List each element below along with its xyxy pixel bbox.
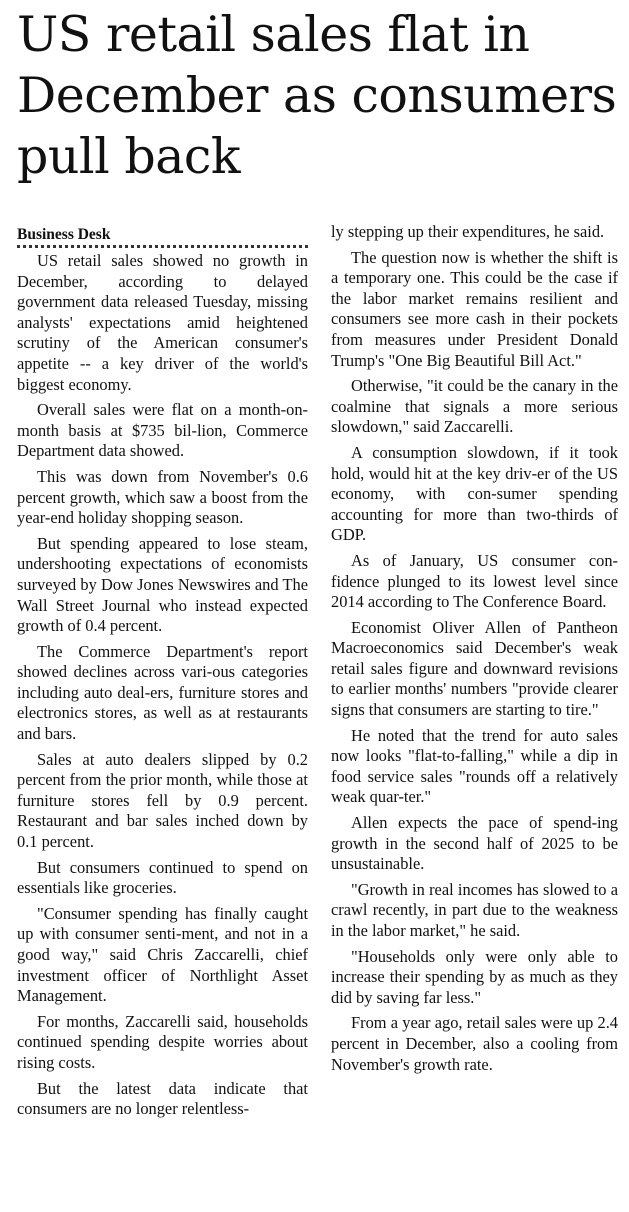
paragraph: This was down from November's 0.6 percent growth, which saw a boost from the year-end holiday shopping season. [17, 466, 308, 528]
paragraph: Allen expects the pace of spend-ing growth in the second half of 2025 to be unsustainable. [331, 813, 618, 874]
paragraph: The Commerce Department's report showed declines across vari-ous categories including auto deal-ers, furniture stores and electronics stores, as well as at restaurants and bars. [17, 641, 308, 744]
byline: Business Desk [17, 226, 111, 243]
article-column-left [17, 226, 308, 1120]
dotted-divider [17, 245, 308, 248]
paragraph: Sales at auto dealers slipped by 0.2 percent from the prior month, while those at furniture stores fell by 0.9 percent. Restaurant and bar sales inched down by 0.1 percent. [17, 749, 308, 852]
paragraph: Overall sales were flat on a month-on-month basis at $735 bil-lion, Commerce Department data showed. [17, 400, 308, 461]
paragraph: For months, Zaccarelli said, households continued spending despite worries about rising costs. [17, 1011, 308, 1072]
paragraph: But consumers continued to spend on essentials like groceries. [17, 857, 308, 898]
headline: US retail sales flat in December as consumers pull back [17, 6, 617, 185]
paragraph: US retail sales showed no growth in December, according to delayed government data released Tuesday, missing analysts' expectations amid heightened scrutiny of the American consumer's appetite -- a key driver of the world's biggest economy. [17, 251, 308, 394]
paragraph: Economist Oliver Allen of Pantheon Macroeconomics said December's weak retail sales figure and downward revisions to earlier months' numbers "provide clearer signs that consumers are starting to tire." [331, 617, 618, 720]
paragraph: "Consumer spending has finally caught up with consumer senti-ment, and not in a good way," said Chris Zaccarelli, chief investment officer of Northlight Asset Management. [17, 903, 308, 1006]
paragraph-continuation: ly stepping up their expenditures, he said. [331, 222, 605, 241]
paragraph: But spending appeared to lose steam, undershooting expectations of economists surveyed by Dow Jones Newswires and The Wall Street Journal who instead expected growth of 0.4 percent. [17, 533, 308, 636]
paragraph: "Households only were only able to increase their spending by as much as they did by saving far less." [331, 946, 618, 1007]
paragraph: "Growth in real incomes has slowed to a crawl recently, in part due to the weakness in the labor market," he said. [331, 879, 618, 940]
paragraph: Otherwise, "it could be the canary in the coalmine that signals a more serious slowdown," said Zaccarelli. [331, 376, 618, 437]
paragraph: From a year ago, retail sales were up 2.4 percent in December, also a cooling from November's growth rate. [331, 1013, 618, 1074]
paragraph: A consumption slowdown, if it took hold, would hit at the key driv-er of the US economy, with con-sumer spending accounting for more than two-thirds of GDP. [331, 442, 618, 545]
paragraph: But the latest data indicate that consumers are no longer relentless- [17, 1078, 308, 1119]
paragraph: The question now is whether the shift is a temporary one. This could be the case if the labor market remains resilient and consumers see more cash in their pockets from measures under President Donald Trump's "One Big Beautiful Bill Act." [331, 247, 618, 370]
article-column-right [331, 222, 618, 1075]
paragraph: He noted that the trend for auto sales now looks "flat-to-falling," while a dip in food service sales "rounds off a relatively weak quar-ter." [331, 725, 618, 807]
paragraph: As of January, US consumer con-fidence plunged to its lowest level since 2014 according to The Conference Board. [331, 550, 618, 612]
